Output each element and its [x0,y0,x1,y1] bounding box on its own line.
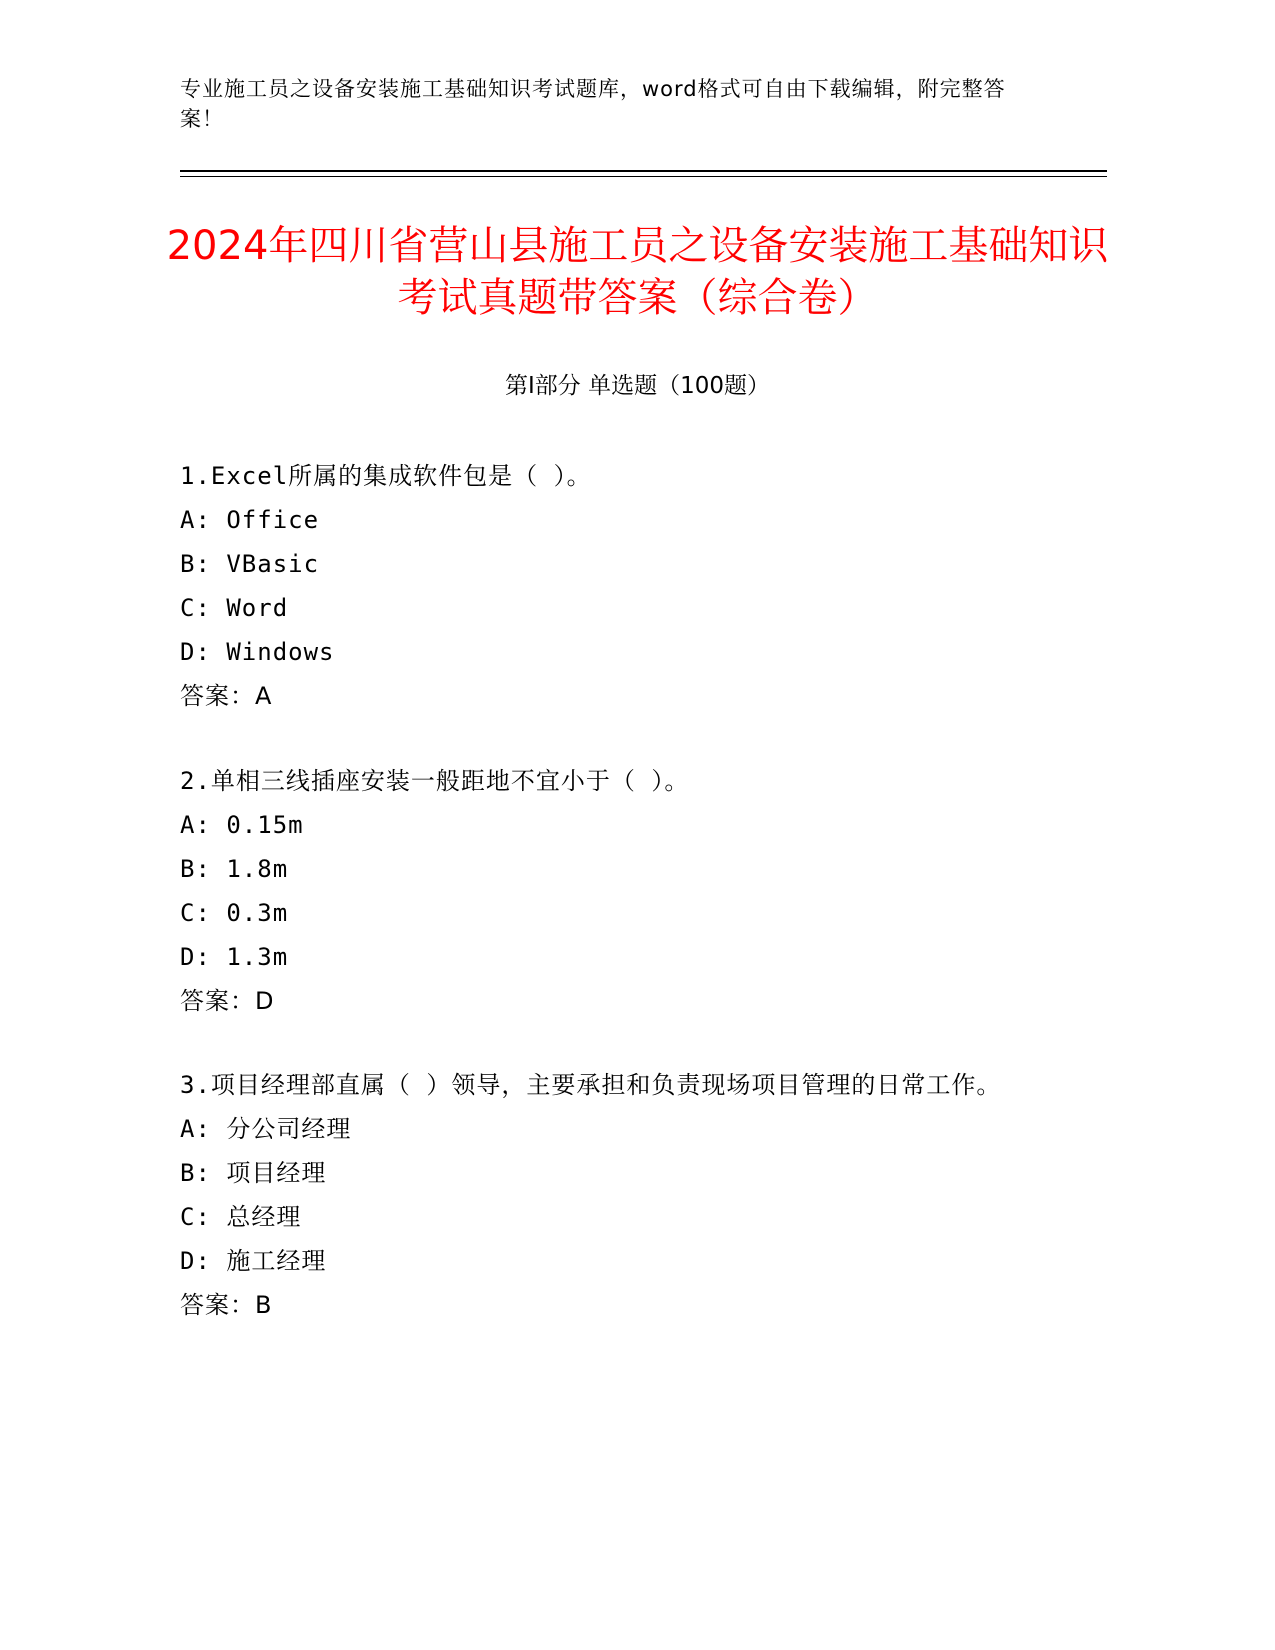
option-c: C: 总经理 [180,1203,302,1231]
answer-line: 答案：B [180,1291,273,1319]
option-b: B: 1.8m [180,855,289,883]
question-item [180,1065,1040,1329]
option-a: A: 分公司经理 [180,1115,352,1143]
header-note: 专业施工员之设备安装施工基础知识考试题库，word格式可自由下载编辑，附完整答案！ [180,77,1006,131]
option-a: A: 0.15m [180,811,304,839]
option-a: A: Office [180,506,320,534]
option-c: C: 0.3m [180,899,289,927]
question-item [180,456,1040,720]
option-d: D: 1.3m [180,943,289,971]
document-title: 2024年四川省营山县施工员之设备安装施工基础知识考试真题带答案（综合卷） [166,223,1109,321]
option-d: D: 施工经理 [180,1247,327,1275]
answer-line: 答案：A [180,682,273,710]
question-item [180,761,1040,1025]
question-stem: 2.单相三线插座安装一般距地不宜小于（ ）。 [180,767,690,795]
option-b: B: 项目经理 [180,1159,327,1187]
header-divider-thin [180,176,1107,177]
answer-line: 答案：D [180,987,275,1015]
option-d: D: Windows [180,638,335,666]
header-divider [180,170,1107,172]
question-stem: 1.Excel所属的集成软件包是（ ）。 [180,462,592,490]
question-stem: 3.项目经理部直属（ ）领导，主要承担和负责现场项目管理的日常工作。 [180,1071,1002,1099]
option-b: B: VBasic [180,550,320,578]
option-c: C: Word [180,594,289,622]
section-heading: 第Ⅰ部分 单选题（100题） [505,373,770,399]
